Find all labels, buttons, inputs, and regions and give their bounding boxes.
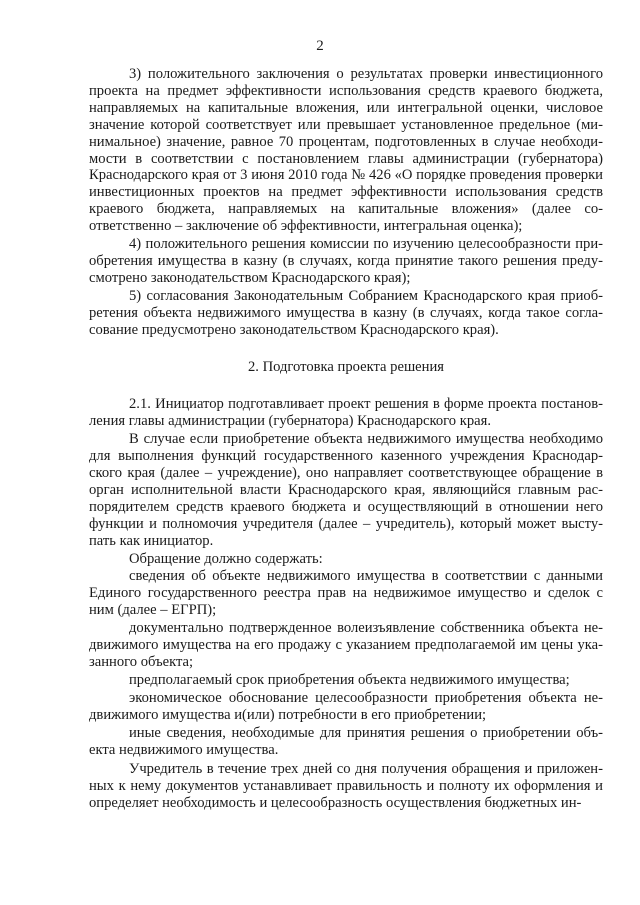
paragraph-item-3: 3) положительного заключения о результатах проверки инвестиционного проекта на предмет эффективности использования средств краевого бюджета, направляемых на капитальные вложения, или интегральной оценки, числовое значение которой соответствует или превышает установленное предельное (минимальное) значение, равное 70 процентам, подготовленных в случае необходимости в соответствии с постановлением главы администрации (губернатора) Краснодарского края от 3 июня 2010 года № 426 «О порядке проведения проверки инвестиционных проектов на предмет эффективности использования средств краевого бюджета, направляемых на капитальные вложения» (далее соответственно – заключение об эффективности, интегральная оценка);	[89, 66, 603, 235]
document-body	[89, 66, 603, 812]
paragraph-item-4: 4) положительного решения комиссии по изучению целесообразности приобретения имущества в казну (в случаях, когда принятие такого решения предусмотрено законодательством Краснодарского края);	[89, 236, 603, 286]
paragraph-founder: Учредитель в течение трех дней со дня получения обращения и приложенных к нему документов устанавливает правильность и полноту их оформления и определяет необходимость и целесообразность осуществления бюджетных ин-	[89, 761, 603, 812]
paragraph-item-5: 5) согласования Законодательным Собранием Краснодарского края приобретения объекта недвижимого имущества в казну (в случаях, когда такое согласование предусмотрено законодательством Краснодарского края).	[89, 287, 603, 338]
list-item-term: предполагаемый срок приобретения объекта недвижимого имущества;	[129, 671, 570, 688]
paragraph-contents-intro: Обращение должно содержать:	[129, 550, 323, 567]
list-item-egrp: сведения об объекте недвижимого имущества в соответствии с данными Единого государственного реестра прав на недвижимое имущество и сделок с ним (далее – ЕГРП);	[89, 568, 603, 619]
paragraph-case: В случае если приобретение объекта недвижимого имущества необходимо для выполнения функций государственного казенного учреждения Краснодарского края (далее – учреждение), оно направляет соответствующее обращение в орган исполнительной власти Краснодарского края, являющийся главным распорядителем средств краевого бюджета и осуществляющий в отношении него функции и полномочия учредителя (далее – учредитель), который может выступать как инициатор.	[89, 431, 603, 549]
section-heading: 2. Подготовка проекта решения	[248, 358, 444, 375]
paragraph-2-1: 2.1. Инициатор подготавливает проект решения в форме проекта постановления главы администрации (губернатора) Краснодарского края.	[89, 396, 603, 430]
list-item-owner-consent: документально подтвержденное волеизъявление собственника объекта недвижимого имущества на его продажу с указанием предполагаемой им цены указанного объекта;	[89, 620, 603, 670]
list-item-other-info: иные сведения, необходимые для принятия решения о приобретении объекта недвижимого имущества.	[89, 724, 603, 758]
page-number: 2	[316, 38, 324, 54]
list-item-justification: экономическое обоснование целесообразности приобретения объекта недвижимого имущества и(или) потребности в его приобретении;	[89, 689, 603, 723]
